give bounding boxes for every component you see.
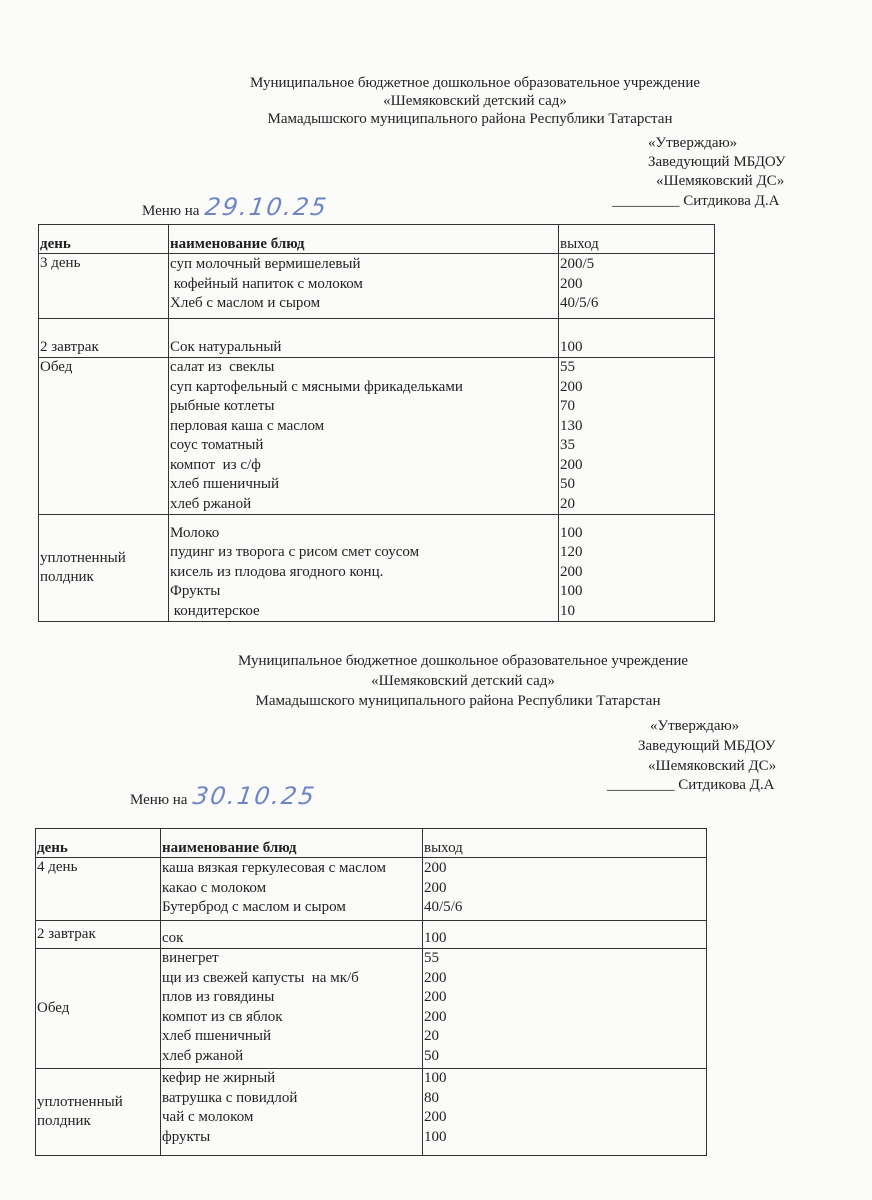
dish-name: рыбные котлеты	[170, 398, 275, 414]
yields-cell	[559, 358, 715, 515]
yield-value: 200/5	[560, 256, 595, 272]
column-header: наименование блюд	[161, 829, 423, 858]
menu-label: Меню на	[142, 203, 200, 219]
yield-value: 200	[424, 879, 447, 896]
table-row	[39, 319, 715, 358]
table-row	[39, 254, 715, 319]
dish-name: кисель из плодова ягодного конц.	[170, 563, 384, 580]
dish-name: сок	[162, 929, 184, 946]
approver-title: Заведующий МБДОУ	[648, 154, 786, 170]
handwritten-date: 30.10.25	[191, 782, 319, 810]
dish-name: чай с молоком	[162, 1109, 254, 1125]
dish-name: плов из говядины	[162, 989, 275, 1005]
menu-date-line	[142, 193, 331, 221]
yield-value: 40/5/6	[424, 899, 463, 915]
yield-value: 50	[424, 1047, 439, 1064]
dish-name: суп молочный вермишелевый	[170, 256, 361, 272]
dish-name: компот из св яблок	[162, 1008, 283, 1025]
yields-cell	[423, 921, 707, 949]
yield-value: 200	[560, 378, 583, 395]
yield-value: 200	[424, 1008, 447, 1025]
approver-title: Заведующий МБДОУ	[638, 738, 776, 754]
meal-cell: Обед	[39, 358, 169, 515]
dish-name: хлеб пшеничный	[162, 1028, 271, 1044]
dish-name: ватрушка с повидлой	[162, 1089, 298, 1106]
dish-name: пудинг из творога с рисом смет соусом	[170, 544, 420, 560]
district-name: Мамадышского муниципального района Республики Татарстан	[267, 111, 673, 127]
dish-name: перловая каша с маслом	[170, 417, 325, 434]
dishes-cell	[169, 515, 559, 622]
yield-value: 20	[424, 1028, 439, 1044]
dish-name: соус томатный	[170, 437, 264, 453]
table-row	[36, 858, 707, 921]
meal-cell: 3 день	[39, 254, 169, 319]
column-header: наименование блюд	[169, 225, 559, 254]
yield-value: 50	[560, 476, 575, 492]
dishes-cell	[169, 254, 559, 319]
dish-name: кондитерское	[170, 602, 260, 619]
yield-value: 100	[424, 929, 447, 946]
yields-cell	[423, 1069, 707, 1156]
yield-value: 55	[560, 359, 575, 375]
yield-value: 80	[424, 1089, 439, 1106]
yield-value: 20	[560, 495, 575, 512]
kindergarten-name: «Шемяковский детский сад»	[371, 673, 555, 689]
yield-value: 120	[560, 544, 583, 560]
approve-label: «Утверждаю»	[648, 135, 738, 151]
approver-signature: _________ Ситдикова Д.А	[607, 777, 775, 793]
dish-name: Фрукты	[170, 583, 221, 599]
menu-label: Меню на	[130, 792, 188, 808]
meal-cell: 2 завтрак	[39, 319, 169, 358]
dish-name: Хлеб с маслом и сыром	[170, 295, 321, 311]
yield-value: 100	[560, 583, 583, 599]
column-header: день	[39, 225, 169, 254]
dish-name: кофейный напиток с молоком	[170, 275, 363, 292]
menu-table	[35, 828, 707, 1156]
approver-org: «Шемяковский ДС»	[648, 758, 777, 774]
dish-name: хлеб ржаной	[162, 1047, 244, 1064]
yields-cell	[423, 858, 707, 921]
district-name: Мамадышского муниципального района Республики Татарстан	[255, 693, 661, 709]
dish-name: фрукты	[162, 1128, 211, 1145]
institution-name: Муниципальное бюджетное дошкольное образовательное учреждение	[250, 75, 700, 91]
yield-value: 200	[424, 969, 447, 986]
approver-signature: _________ Ситдикова Д.А	[612, 193, 780, 209]
dishes-cell	[161, 858, 423, 921]
meal-cell: Обед	[36, 949, 161, 1069]
column-header: выход	[559, 225, 715, 254]
yield-value: 200	[424, 860, 447, 876]
yield-value: 10	[560, 602, 575, 619]
dish-name: хлеб ржаной	[170, 495, 252, 512]
yield-value: 100	[560, 338, 583, 355]
approver-org: «Шемяковский ДС»	[656, 173, 785, 189]
meal-cell: 4 день	[36, 858, 161, 921]
yield-value: 130	[560, 417, 583, 434]
column-header: выход	[423, 829, 707, 858]
table-row	[36, 949, 707, 1069]
meal-cell: уплотненный полдник	[36, 1069, 161, 1156]
table-row	[39, 358, 715, 515]
dish-name: Бутерброд с маслом и сыром	[162, 899, 346, 915]
dishes-cell	[169, 319, 559, 358]
yield-value: 55	[424, 950, 439, 966]
dish-name: Сок натуральный	[170, 338, 282, 355]
yields-cell	[559, 515, 715, 622]
handwritten-date: 29.10.25	[203, 193, 331, 221]
dish-name: салат из свеклы	[170, 359, 275, 375]
dishes-cell	[169, 358, 559, 515]
table-header-row	[39, 225, 715, 254]
approve-label: «Утверждаю»	[650, 718, 740, 734]
dish-name: каша вязкая геркулесовая с маслом	[162, 860, 386, 876]
column-header: день	[36, 829, 161, 858]
menu-date-line	[130, 782, 319, 810]
yields-cell	[559, 319, 715, 358]
yields-cell	[423, 949, 707, 1069]
table-row	[36, 1069, 707, 1156]
dish-name: суп картофельный с мясными фрикадельками	[170, 378, 463, 395]
yield-value: 200	[424, 989, 447, 1005]
dish-name: Молоко	[170, 524, 220, 541]
kindergarten-name: «Шемяковский детский сад»	[383, 93, 567, 109]
table-row	[36, 921, 707, 949]
yield-value: 100	[560, 524, 583, 541]
table-header-row	[36, 829, 707, 858]
institution-name: Муниципальное бюджетное дошкольное образовательное учреждение	[238, 653, 688, 669]
yield-value: 70	[560, 398, 575, 414]
yield-value: 100	[424, 1070, 447, 1086]
menu-table	[38, 224, 715, 622]
yield-value: 100	[424, 1128, 447, 1145]
meal-cell: 2 завтрак	[36, 921, 161, 949]
dish-name: щи из свежей капусты на мк/б	[162, 969, 359, 986]
dish-name: хлеб пшеничный	[170, 476, 279, 492]
yield-value: 200	[560, 563, 583, 580]
dishes-cell	[161, 1069, 423, 1156]
yield-value: 200	[560, 275, 583, 292]
dish-name: компот из с/ф	[170, 456, 261, 473]
dishes-cell	[161, 949, 423, 1069]
meal-cell: уплотненный полдник	[39, 515, 169, 622]
dish-name: какао с молоком	[162, 879, 267, 896]
dish-name: кефир не жирный	[162, 1070, 276, 1086]
dishes-cell	[161, 921, 423, 949]
yield-value: 40/5/6	[560, 295, 599, 311]
yields-cell	[559, 254, 715, 319]
yield-value: 35	[560, 437, 575, 453]
dish-name: винегрет	[162, 950, 219, 966]
yield-value: 200	[424, 1109, 447, 1125]
table-row	[39, 515, 715, 622]
yield-value: 200	[560, 456, 583, 473]
